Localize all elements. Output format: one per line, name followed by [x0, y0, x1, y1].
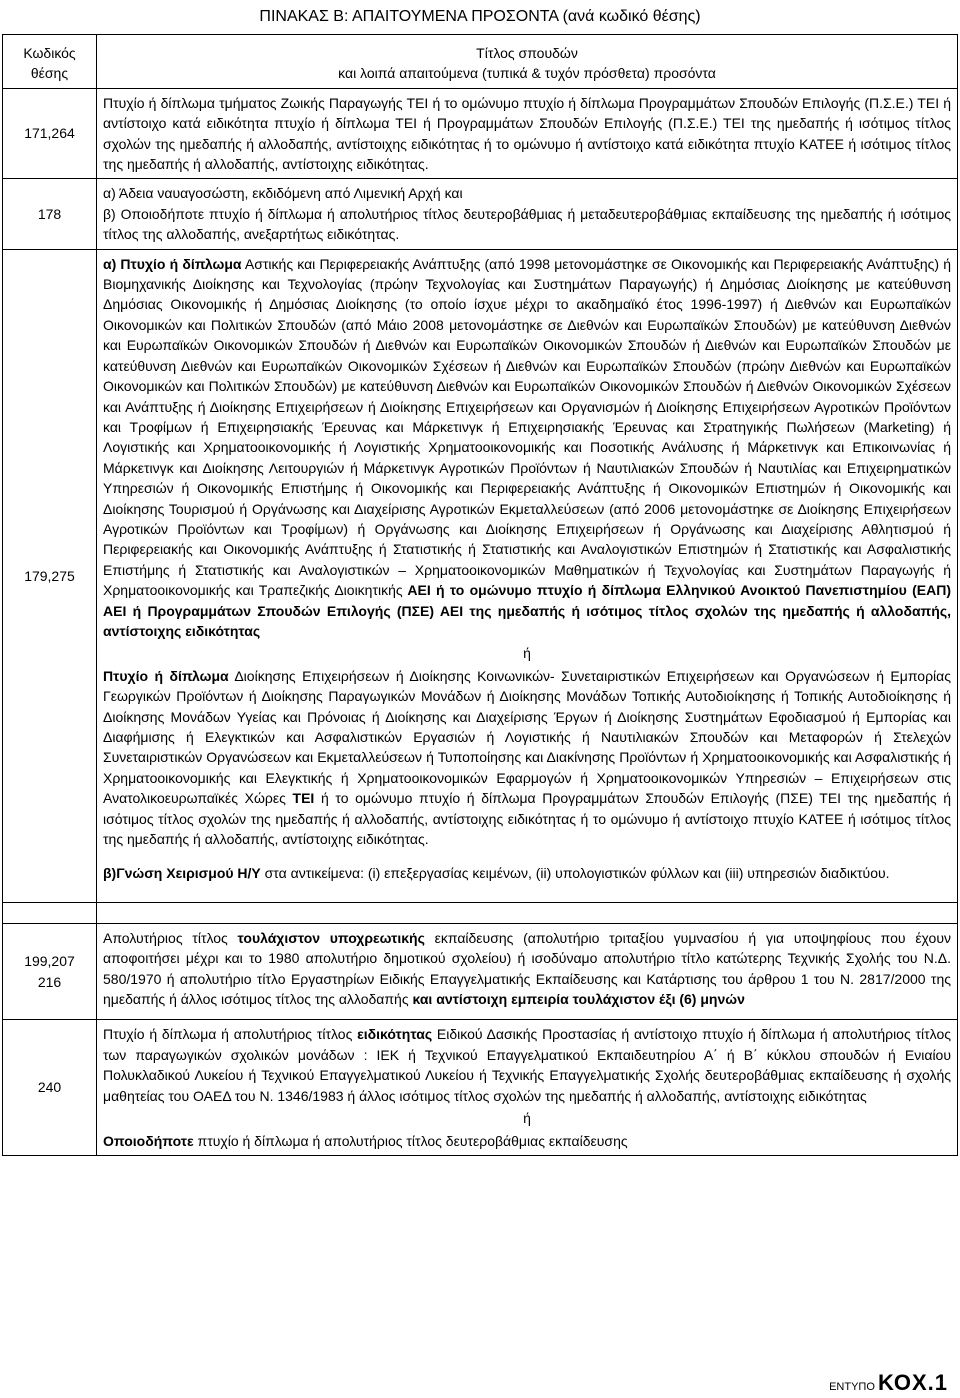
header-title-line1: Τίτλος σπουδών — [476, 45, 578, 61]
requirements-text — [97, 1020, 958, 1155]
header-code: Κωδικός θέσης — [3, 35, 97, 89]
table-row — [3, 179, 958, 249]
table-row — [3, 1020, 958, 1155]
position-code: 178 — [3, 179, 97, 249]
position-code: 179,275 — [3, 249, 97, 902]
requirement-a — [103, 254, 951, 642]
requirement-bold: τουλάχιστον υποχρεωτικής — [237, 929, 425, 946]
requirement-b-body: στα αντικείμενα: (i) επεξεργασίας κειμένων, (ii) υπολογιστικών φύλλων και (iii) υπηρεσιών διαδικτύου. — [260, 865, 890, 882]
requirement-a-alt-lead: Πτυχίο ή δίπλωμα — [103, 667, 229, 684]
requirement-alt-bold: Οποιοδήποτε — [103, 1132, 194, 1149]
requirement-body: Πτυχίο ή δίπλωμα ή απολυτήριος τίτλος — [103, 1026, 358, 1043]
requirement-rest: Ειδικού Δασικής Προστασίας ή αντίστοιχο πτυχίο ή δίπλωμα ή απολυτήριος τίτλος των παραγωγικών σχολικών μονάδων : ΙΕΚ ή Τεχνικού Επαγγελματικού Εκπαιδευτηρίου Α΄ ή Β΄ κύκλου σπουδών ή Ενιαίου Πολυκλαδικού Λυκείου ή Τεχνικού Επαγγελματικού Λυκείου ή Τεχνικής Επαγγελματικής Σχολής δευτεροβάθμιας εκπαίδευσης ή σχολής μαθητείας του ΟΑΕΔ του Ν. 1346/1983 ή άλλος ισότιμος τίτλος σχολών της ημεδαπής ή αλλοδαπής, αντίστοιχης ειδικότητας — [103, 1026, 951, 1104]
header-title — [97, 35, 958, 89]
requirement-body: Απολυτήριος τίτλος — [103, 929, 238, 946]
requirement-b: β) Οποιοδήποτε πτυχίο ή δίπλωμα ή απολυτήριος τίτλος δευτεροβάθμιας ή μεταδευτεροβάθμιας εκπαίδευσης της ημεδαπής ή ισότιμος τίτλος της αλλοδαπής, ανεξαρτήτως ειδικότητας. — [103, 205, 951, 243]
table-row — [3, 923, 958, 1020]
requirement-a-alt — [103, 666, 951, 850]
requirement-b — [103, 863, 951, 883]
position-code: 240 — [3, 1020, 97, 1155]
requirements-text — [97, 179, 958, 249]
requirement-a-lead: α) Πτυχίο ή δίπλωμα — [103, 255, 242, 272]
requirement-a: α) Άδεια ναυαγοσώστη, εκδιδόμενη από Λιμενική Αρχή και — [103, 185, 463, 202]
requirements-table — [2, 34, 958, 1156]
position-code: 199,207 216 — [3, 923, 97, 1020]
requirement-bold: ειδικότητας — [357, 1026, 433, 1043]
requirement-rest: εκπαίδευσης (απολυτήριο τριταξίου γυμνασίου ή για υποψηφίους που έχουν αποφοιτήσει μέχρι και το 1980 απολυτήριο δημοτικού σχολείου) ή ισοδύναμο απολυτήριο τίτλο κατώτερης Τεχνικής Σχολής του Ν.Δ. 580/1970 ή απολυτήριο τίτλο Εργαστηρίων Ειδικής Επαγγελματικής Εκπαίδευσης και Κατάρτισης του άρθρου 1 του Ν. 2817/2000 της ημεδαπής ή άλλος ισότιμος τίτλος της αλλοδαπής — [103, 929, 951, 1008]
requirement-alt — [103, 1131, 951, 1151]
requirement-b-lead: β)Γνώση Χειρισμού Η/Υ — [103, 865, 261, 882]
requirements-text — [97, 249, 958, 902]
requirement-a-alt-tail: ή το ομώνυμο πτυχίο ή δίπλωμα Προγραμμάτων Σπουδών Επιλογής (ΠΣΕ) ΤΕΙ της ημεδαπής ή ισότιμος τίτλος σχολών της ημεδαπής ή αλλοδαπής, αντίστοιχης ειδικότητας ή το ομώνυμο ή αντίστοιχο πτυχίο ΚΑΤΕΕ ή ισότιμος τίτλος της ημεδαπής ή αλλοδαπής, αντίστοιχης ειδικότητας. — [103, 790, 951, 848]
requirement-experience: και αντίστοιχη εμπειρία τουλάχιστον έξι (6) μηνών — [408, 991, 745, 1008]
form-code-label: ΕΝΤΥΠΟ — [829, 1381, 875, 1393]
page-title: ΠΙΝΑΚΑΣ Β: ΑΠΑΙΤΟΥΜΕΝΑ ΠΡΟΣΟΝΤΑ (ανά κωδικό θέσης) — [259, 8, 701, 25]
requirement-main — [103, 1024, 951, 1106]
requirement-a-tail: ΑΕΙ ή το ομώνυμο πτυχίο ή δίπλωμα Ελληνικού Ανοικτού Πανεπιστημίου (ΕΑΠ) ΑΕΙ ή Προγραμμάτων Σπουδών Επιλογής (ΠΣΕ) ΑΕΙ της ημεδαπής ή ισότιμος τίτλος σχολών της ημεδαπής ή αλλοδαπής, αντίστοιχης ειδικότητας — [103, 582, 952, 639]
requirement-alt-rest: πτυχίο ή δίπλωμα ή απολυτήριος τίτλος δευτεροβάθμιας εκπαίδευσης — [193, 1132, 628, 1149]
or-separator: ή — [523, 645, 531, 662]
or-separator: ή — [523, 1110, 531, 1127]
table-row — [3, 249, 958, 902]
table-row — [3, 88, 958, 179]
table-header-row — [3, 35, 958, 89]
form-code-value: ΚΟΧ.1 — [877, 1370, 948, 1395]
header-title-line2: και λοιπά απαιτούμενα (τυπικά & τυχόν πρόσθετα) προσόντα — [338, 65, 716, 82]
requirement-a-alt-tei: ΤΕΙ — [285, 790, 315, 807]
requirement-a-body: Αστικής και Περιφερειακής Ανάπτυξης (από 1998 μετονομάστηκε σε Οικονομικής και Περιφερειακής Ανάπτυξης) ή Βιομηχανικής Διοίκησης και Τεχνολογίας (πρώην Τεχνολογίας και Συστημάτων Παραγωγής) ή Δημόσιας Διοίκησης με κατεύθυνση Δημόσιας Οικονομικής ή Δημόσιας Διοίκησης (το οποίο ίσχυε μέχρι το ακαδημαϊκό έτος 1996-1997) ή Διεθνών και Ευρωπαϊκών Οικονομικών και Πολιτικών Σπουδών (από Μάιο 2008 μετονομάστηκε σε Διεθνών και Ευρωπαϊκών Σπουδών) με κατεύθυνση Διεθνών και Ευρωπαϊκών Οικονομικών Σπουδών ή Διεθνών και Ευρωπαϊκών Οικονομικών Σπουδών ή Διεθνών και Ευρωπαϊκών Σπουδών με κατεύθυνση Διεθνών και Ευρωπαϊκών Οικονομικών Σχέσεων ή Διεθνών και Ευρωπαϊκών Σπουδών (πρώην Διεθνών και Ευρωπαϊκών Οικονομικών και Πολιτικών Σπουδών) με κατεύθυνση Διεθνών και Ευρωπαϊκών Οικονομικών Σπουδών ή Διεθνών Οικονομικών Σχέσεων και Ανάπτυξης ή Διοίκησης Επιχειρήσεων ή Διοίκησης Επιχειρήσεων και Οργανισμών ή Διοίκησης Επιχειρήσεων Αγροτικών Προϊόντων και Τροφίμων ή Επιχειρησιακής Έρευνας και Μάρκετινγκ ή Επιχειρησιακής Έρευνας και Στρατηγικής Πωλήσεων (Marketing) ή Λογιστικής και Χρηματοοικονομικής ή Λογιστικής Χρηματοοικονομικής και Ποσοτικής Ανάλυσης ή Μάρκετινγκ και Επικοινωνίας ή Μάρκετινγκ και Διοίκησης Λειτουργιών ή Μάρκετινγκ Αγροτικών Προϊόντων ή Ναυτιλιακών Σπουδών ή Ναυτιλίας και Επιχειρηματικών Υπηρεσιών ή Οικονομικής Επιστήμης ή Οικονομικής και Περιφερειακής Ανάπτυξης ή Οικονομικών Επιστημών ή Οικονομικής και Διοίκησης Τουρισμού ή Οργάνωσης και Διαχείρισης Αγροτικών Εκμεταλλεύσεων (από 2006 μετονομάστηκε σε Διοίκησης Επιχειρήσεων Αγροτικών Προϊόντων και Τροφίμων) ή Οργάνωσης και Διοίκησης Επιχειρήσεων ή Οργάνωσης και Διαχείρισης Αθλητισμού ή Περιφερειακής και Οικονομικής Ανάπτυξης ή Στατιστικής ή Στατιστικής και Αναλογιστικών Επιστημών ή Στατιστικής και Ασφαλιστικής Επιστήμης ή Στατιστικής και Αναλογιστικών – Χρηματοοικονομικών Μαθηματικών ή Τεχνολογίας και Συστημάτων Παραγωγής ή Χρηματοοικονομικής και Τραπεζικής Διοικητικής — [103, 255, 951, 599]
form-code — [829, 1370, 948, 1396]
requirements-text — [97, 923, 958, 1020]
position-code: 171,264 — [3, 88, 97, 179]
requirement-a-alt-body: Διοίκησης Επιχειρήσεων ή Διοίκησης Κοινωνικών- Συνεταιριστικών Επιχειρήσεων και Οργανώσεων ή Εμπορίας Γεωργικών Προϊόντων ή Διοίκησης Παραγωγικών Μονάδων ή Διοίκησης Μονάδων Τοπικής Αυτοδιοίκησης ή Τοπικής Αυτοδιοίκησης ή Διοίκησης Μονάδων Υγείας και Πρόνοιας ή Διοίκησης και Διαχείρισης Έργων ή Διοίκησης Συστημάτων Εφοδιασμού ή Εμπορίας και Διαφήμισης ή Ελεγκτικών και Ασφαλιστικών Εργασιών ή Λογιστικής ή Ναυτιλιακών Σπουδών και Μεταφορών ή Στελεχών Συνεταιριστικών Οργανώσεων και Εκμεταλλεύσεων ή Τυποποίησης και Διακίνησης Προϊόντων ή Χρηματοοικονομικής και Ασφαλιστικής ή Χρηματοοικονομικής και Ελεγκτικής ή Χρηματοοικονομικών Εφαρμογών ή Χρηματοοικονομικών Υπηρεσιών – Επιχειρήσεων στις Ανατολικοευρωπαϊκές Χώρες — [103, 667, 952, 807]
requirements-text: Πτυχίο ή δίπλωμα τμήματος Ζωικής Παραγωγής ΤΕΙ ή το ομώνυμο πτυχίο ή δίπλωμα Προγραμμάτων Σπουδών Επιλογής (Π.Σ.Ε.) ΤΕΙ ή αντίστοιχο κατά ειδικότητα πτυχίο ή δίπλωμα ΤΕΙ ή Προγραμμάτων Σπουδών Επιλογής (Π.Σ.Ε.) ΤΕΙ της ημεδαπής ή ισότιμος τίτλος σχολών της ημεδαπής ή αλλοδαπής, αντίστοιχης ειδικότητας ή το ομώνυμο ή αντίστοιχο κατά ειδικότητα πτυχίο ΚΑΤΕΕ ή ισότιμος τίτλος της ημεδαπής ή αλλοδαπής, αντίστοιχης ειδικότητας. — [97, 88, 958, 179]
